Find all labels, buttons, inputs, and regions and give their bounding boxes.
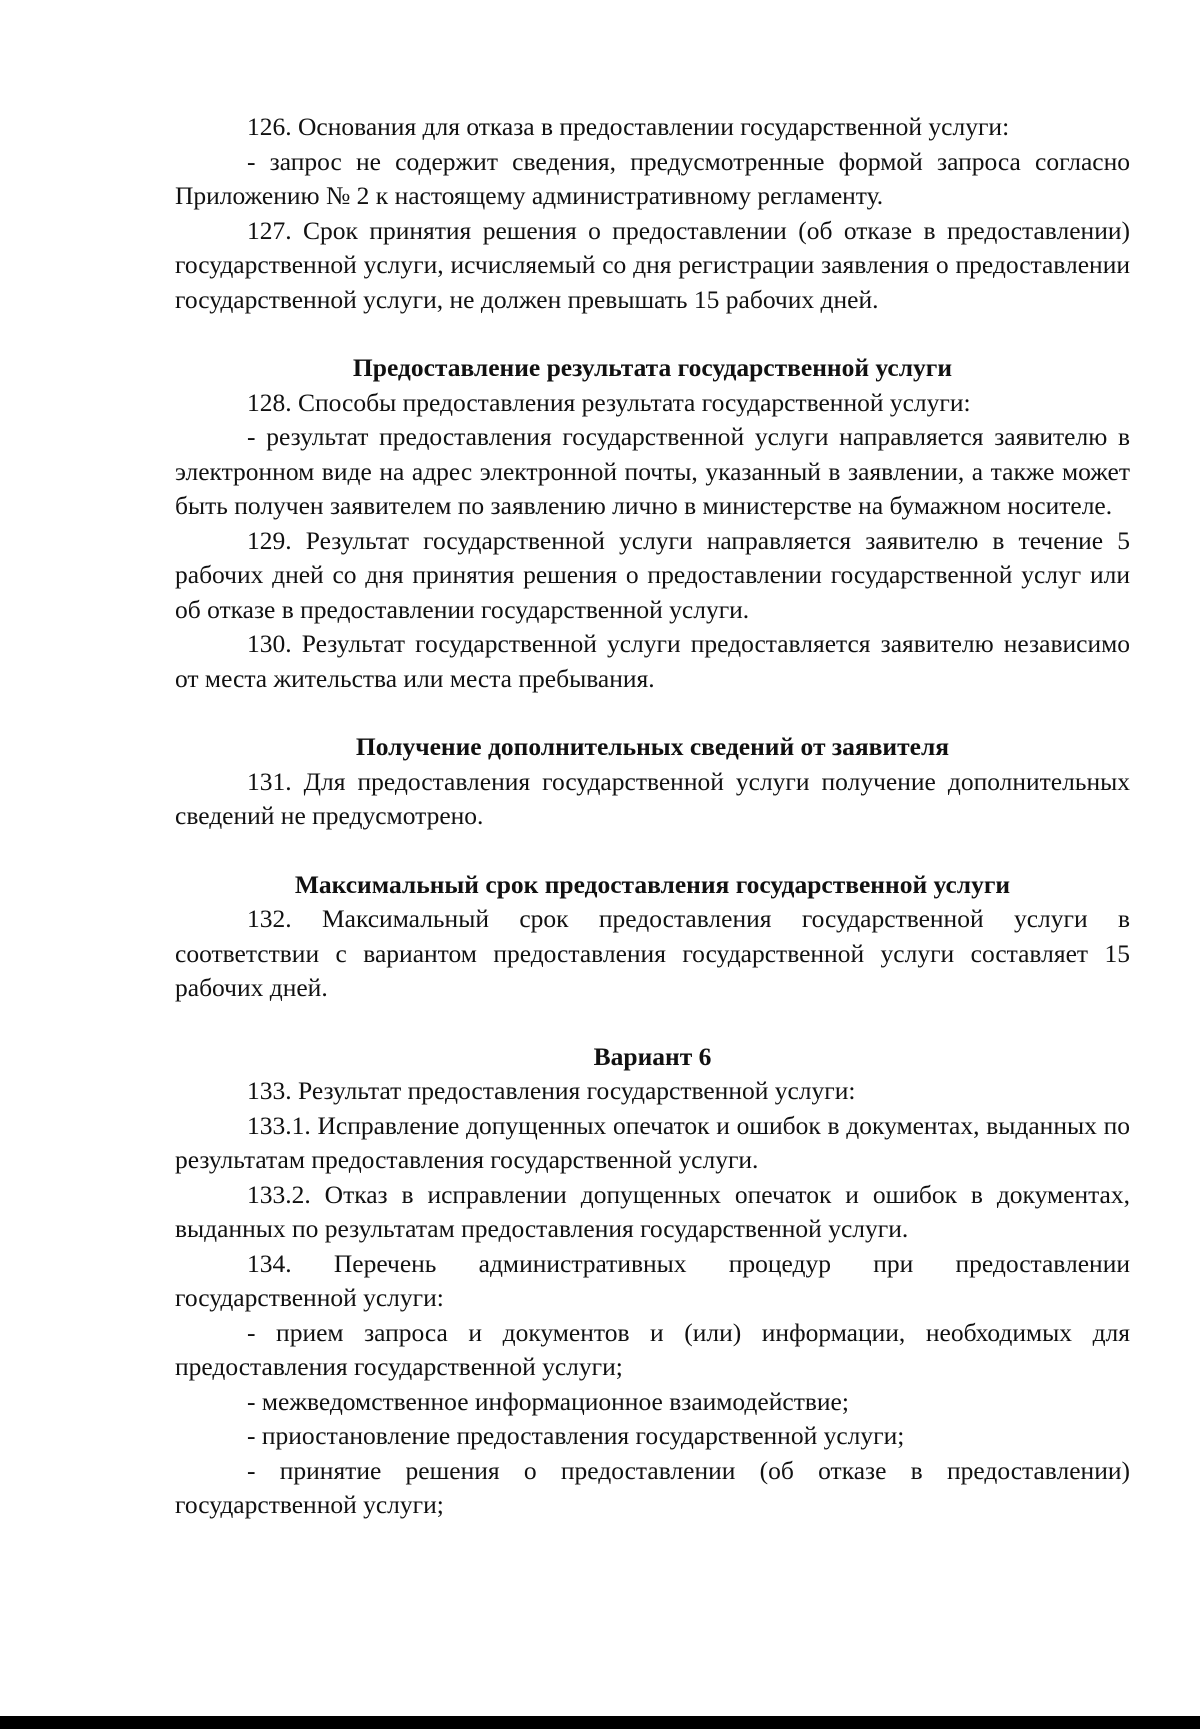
paragraph-133: 133. Результат предоставления государственной услуги: [247, 1076, 856, 1105]
paragraph-127: 127. Срок принятия решения о предоставлении (об отказе в предоставлении) государственной услуги, исчисляемый со дня регистрации заявления о предоставлении государственной услуги, не должен превышать 15 рабочих дней. [175, 215, 1130, 314]
paragraph-130: 130. Результат государственной услуги предоставляется заявителю независимо от места жительства или места пребывания. [175, 629, 1130, 693]
paragraph-133-1: 133.1. Исправление допущенных опечаток и ошибок в документах, выданных по результатам предоставления государственной услуги. [175, 1110, 1130, 1174]
paragraph-129: 129. Результат государственной услуги направляется заявителю в течение 5 рабочих дней со дня принятия решения о предоставлении государственной услуг или об отказе в предоставлении государственной услуги. [175, 525, 1130, 624]
section-gap [175, 317, 1130, 351]
section-heading-variant-6: Вариант 6 [593, 1041, 712, 1071]
paragraph-128: 128. Способы предоставления результата государственной услуги: [247, 387, 971, 417]
paragraph-132: 132. Максимальный срок предоставления государственной услуги в соответствии с вариантом предоставления государственной услуги составляет 15 рабочих дней. [175, 904, 1130, 1002]
paragraph-134: 134. Перечень административных процедур при предоставлении государственной услуги: [175, 1248, 1130, 1312]
paragraph-134-item-3: - приостановление предоставления государственной услуги; [247, 1421, 905, 1450]
paragraph-126-item: - запрос не содержит сведения, предусмотренные формой запроса согласно Приложению № 2 к настоящему административному регламенту. [175, 146, 1130, 210]
section-gap [175, 834, 1130, 868]
paragraph-134-item-1: - прием запроса и документов и (или) информации, необходимых для предоставления государственной услуги; [175, 1317, 1130, 1381]
section-heading-additional-info: Получение дополнительных сведений от заявителя [355, 732, 950, 761]
paragraph-128-item: - результат предоставления государственной услуги направляется заявителю в электронном виде на адрес электронной почты, указанный в заявлении, а также может быть получен заявителем по заявлению лично в министерстве на бумажном носителе. [175, 422, 1130, 520]
section-heading-max-term: Максимальный срок предоставления государственной услуги [294, 869, 1011, 899]
section-gap [175, 696, 1130, 730]
paragraph-126: 126. Основания для отказа в предоставлении государственной услуги: [247, 112, 1010, 141]
paragraph-134-item-4: - принятие решения о предоставлении (об отказе в предоставлении) государственной услуги; [175, 1455, 1130, 1519]
document-page [175, 110, 1130, 1523]
section-heading-result: Предоставление результата государственной услуги [352, 353, 953, 382]
section-gap [175, 1006, 1130, 1040]
paragraph-133-2: 133.2. Отказ в исправлении допущенных опечаток и ошибок в документах, выданных по результатам предоставления государственной услуги. [175, 1179, 1130, 1243]
bottom-scan-border [0, 1716, 1200, 1729]
paragraph-131: 131. Для предоставления государственной услуги получение дополнительных сведений не предусмотрено. [175, 766, 1130, 830]
paragraph-134-item-2: - межведомственное информационное взаимодействие; [247, 1386, 849, 1416]
